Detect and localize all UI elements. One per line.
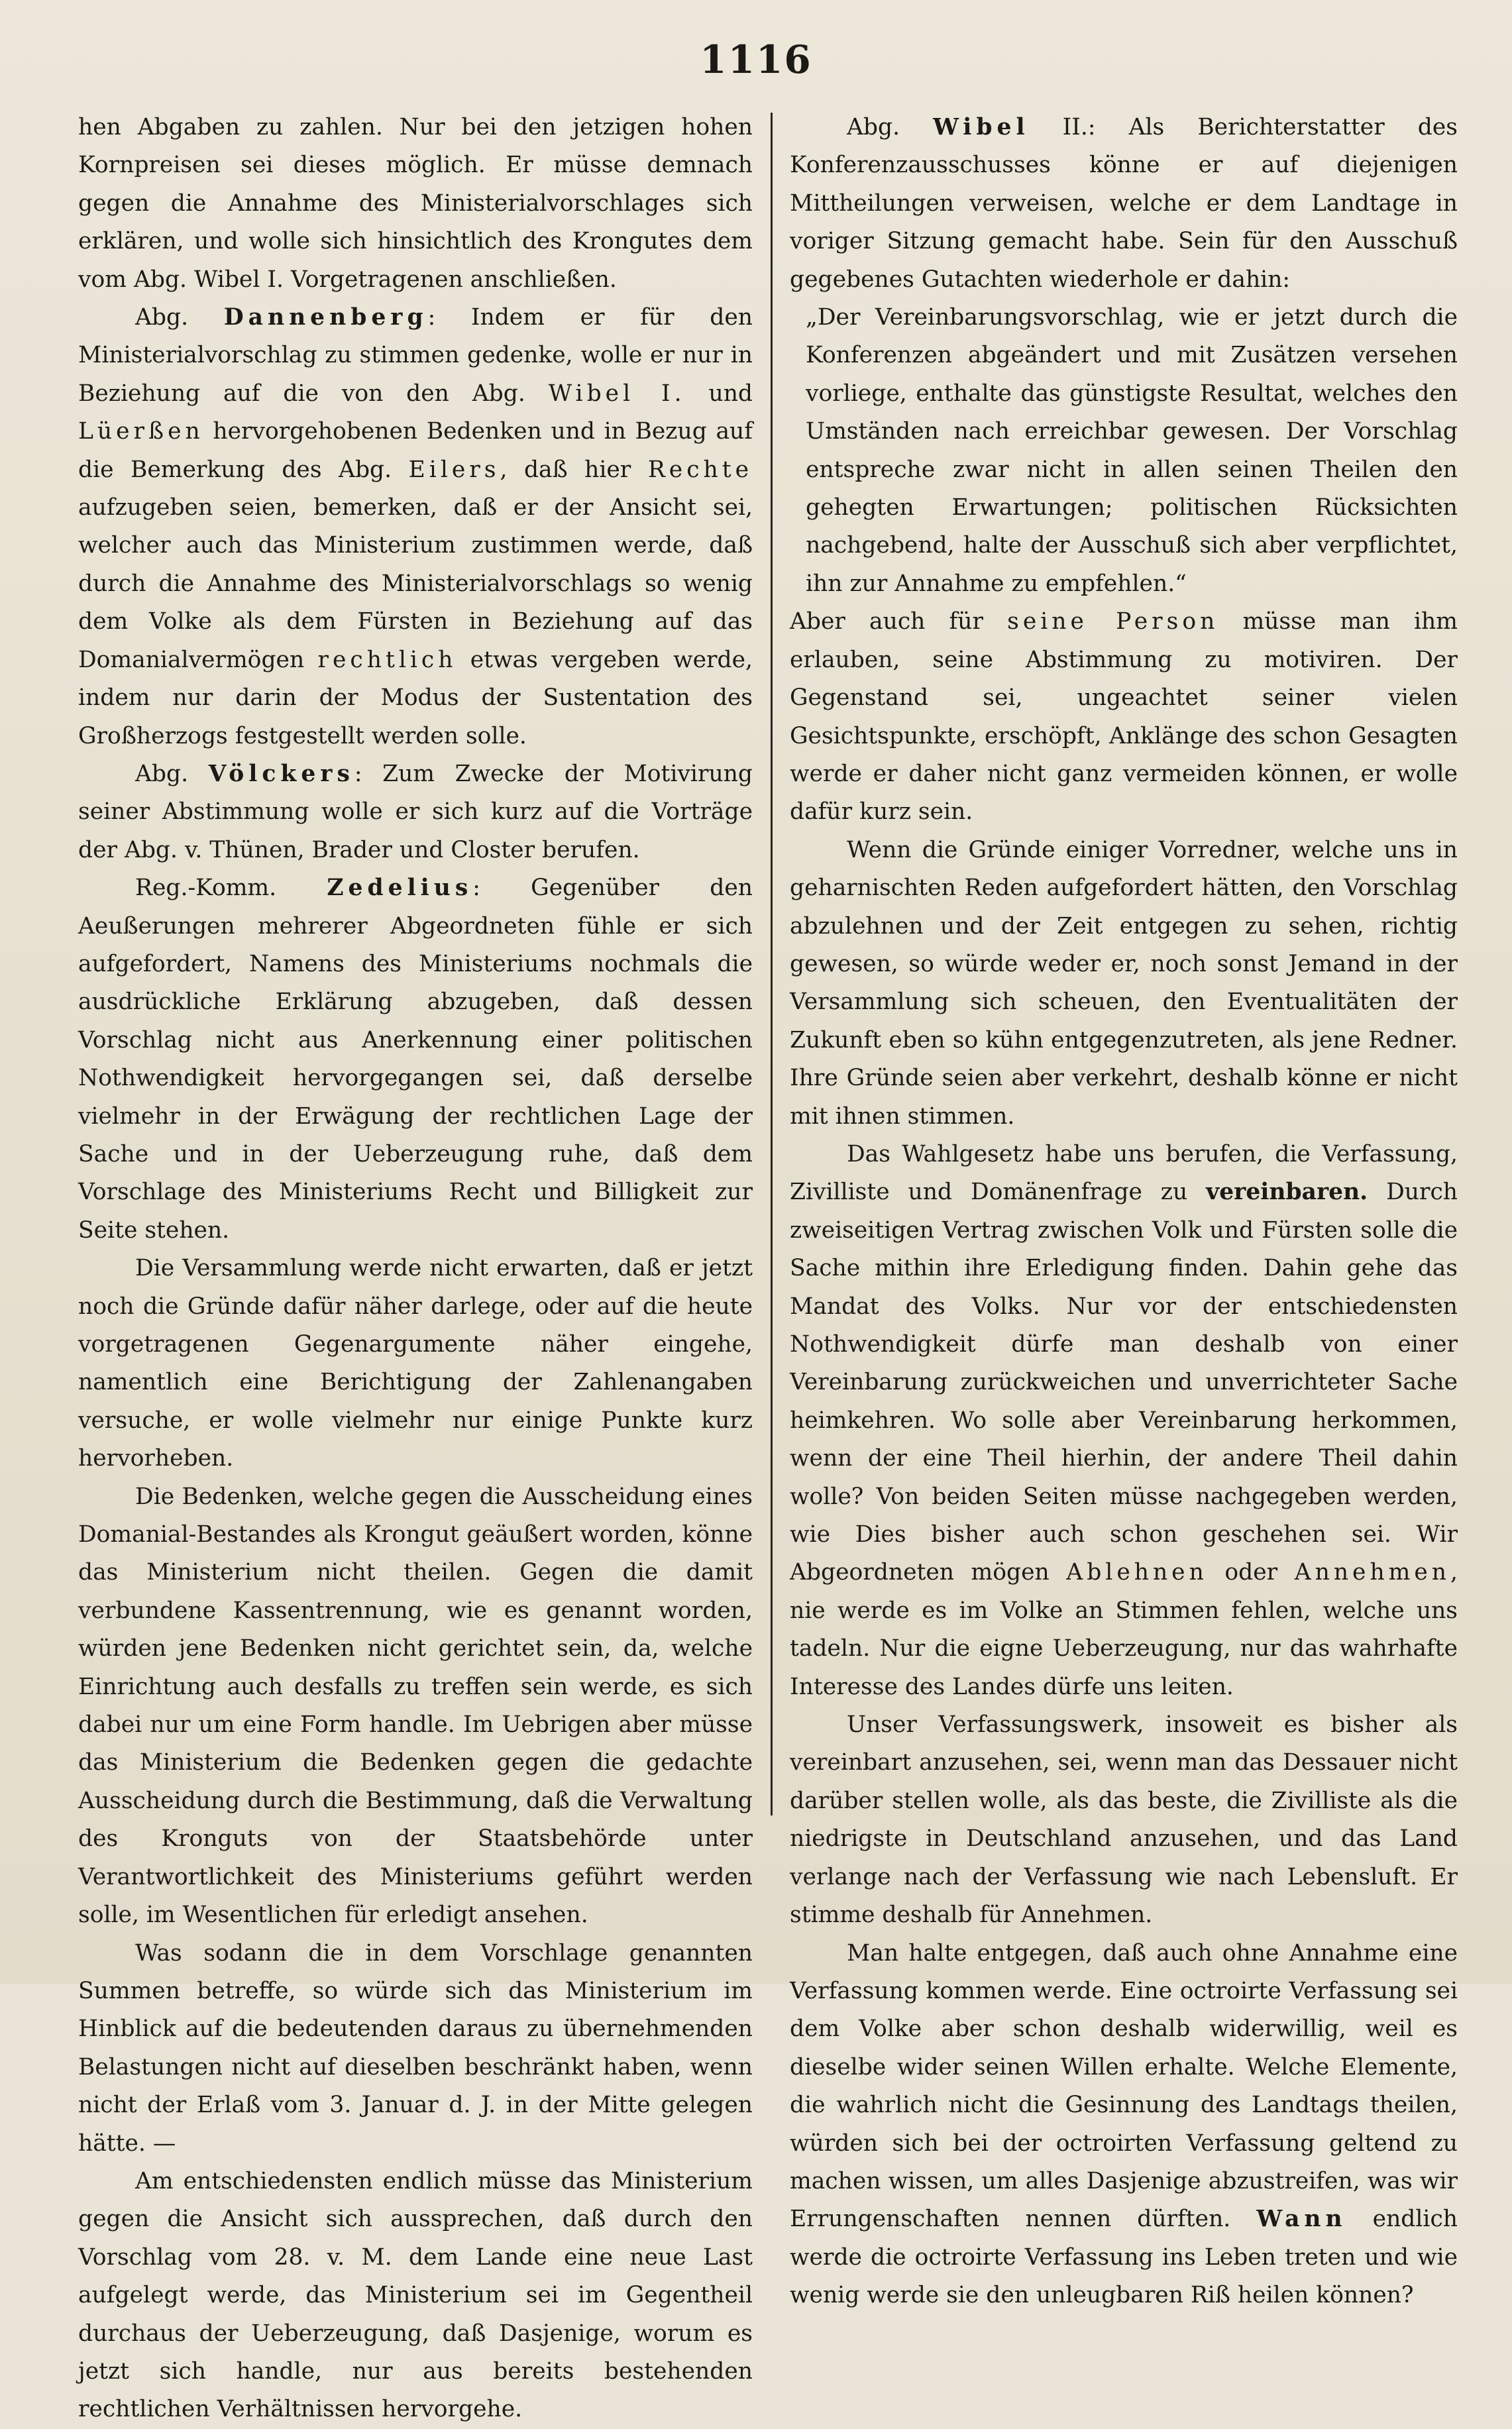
paragraph-text: , nie werde es im Volke an Stimmen fehlen, welche uns tadeln. Nur die eigne Ueberzeugung, nur das wahrhafte Interesse des Landes dürfe uns leiten.: [790, 1559, 1458, 1700]
paragraph-text: Was sodann die in dem Vorschlage genannten Summen betreffe, so würde sich das Ministerium im Hinblick auf die bedeutenden daraus zu übernehmenden Belastungen nicht auf dieselben beschränkt haben, wenn nicht der Erlaß vom 3. Januar d. J. in der Mitte gelegen hätte. —: [78, 1939, 753, 2157]
paragraph: [790, 1706, 1458, 1934]
speaker-name: Wibel: [933, 114, 1030, 140]
speaker-name: Zedelius: [327, 875, 473, 902]
page-number: 1116: [700, 37, 812, 82]
paragraph-text: und: [708, 380, 753, 407]
speaker-name: Völckers: [208, 760, 354, 787]
emphasized-word: Annehmen: [1294, 1559, 1451, 1586]
paragraph-text: müsse man ihm erlauben, seine Abstimmung zu motiviren. Der Gegenstand sei, ungeachtet seiner vielen Gesichtspunkte, erschöpft, Anklänge des schon Gesagten werde er daher nicht ganz vermeiden können, er wolle dafür kurz sein.: [790, 608, 1458, 826]
paragraph-text: : Indem er für den Ministerialvorschlag zu stimmen gedenke, wolle er nur in Beziehung auf die von den Abg.: [78, 304, 753, 407]
emphasized-word: Ablehnen: [1066, 1559, 1208, 1586]
paragraph: [78, 869, 753, 1250]
paragraph: [78, 1935, 753, 2163]
paragraph-text: II.: Als Berichterstatter des Konferenzausschusses könne er auf diejenigen Mittheilungen verweisen, welche er dem Landtage in voriger Sitzung gemacht habe. Sein für den Ausschuß gegebenes Gutachten wiederhole er dahin:: [790, 114, 1458, 293]
paragraph-text: aufzugeben seien, bemerken, daß er der Ansicht sei, welcher auch das Ministerium zustimmen werde, daß durch die Annahme des Ministerialvorschlags so wenig dem Volke als dem Fürsten in Beziehung auf das Domanialvermögen: [78, 494, 753, 673]
paragraph-text: Aber auch für: [790, 608, 983, 635]
column-divider: [771, 113, 773, 1815]
paragraph: [790, 832, 1458, 1136]
paragraph-text: Das Wahlgesetz habe uns berufen, die Verfassung, Zivilliste und Domänenfrage zu: [790, 1140, 1458, 1206]
paragraph-text: , daß hier: [500, 456, 631, 483]
right-column: [790, 109, 1458, 2315]
paragraph: [790, 1136, 1458, 1706]
speaker-prefix: Reg.-Komm.: [135, 875, 277, 902]
paragraph-text: Am entschiedensten endlich müsse das Ministerium gegen die Ansicht sich aussprechen, daß durch den Vorschlag vom 28. v. M. dem Lande eine neue Last aufgelegt werde, das Ministerium sei im Gegentheil durchaus der Ueberzeugung, daß Dasjenige, worum es jetzt sich handle, nur aus bereits bestehenden rechtlichen Verhältnissen hervorgehe.: [78, 2167, 753, 2423]
paragraph-text: Die Versammlung werde nicht erwarten, daß er jetzt noch die Gründe dafür näher darlege, oder auf die heute vorgetragenen Gegenargumente näher eingehe, namentlich eine Berichtigung der Zahlenangaben versuche, er wolle vielmehr nur einige Punkte kurz hervorheben.: [78, 1255, 753, 1472]
emphasized-word: vereinbaren.: [1206, 1179, 1368, 1206]
emphasized-word: seine Person: [1007, 608, 1219, 635]
paragraph-text: hervorgehobenen Bedenken und in Bezug auf die Bemerkung des Abg.: [78, 418, 753, 483]
paragraph: [78, 1250, 753, 1478]
paragraph: [78, 299, 753, 755]
paragraph-text: Unser Verfassungswerk, insoweit es bisher als vereinbart anzusehen, sei, wenn man das Dessauer nicht darüber stellen wolle, als das beste, die Zivilliste als die niedrigste in Deutschland anzusehen, und das Land verlange nach der Verfassung wie nach Lebensluft. Er stimme deshalb für Annehmen.: [790, 1711, 1458, 1929]
emphasized-name: Wibel I.: [548, 380, 686, 407]
paragraph-text: oder: [1224, 1559, 1278, 1586]
quoted-opinion: [790, 299, 1458, 603]
speaker-name: Dannenberg: [223, 304, 428, 331]
emphasized-word: Rechte: [647, 456, 753, 483]
paragraph: [78, 109, 753, 299]
paragraph-text: : Zum Zwecke der Motivirung seiner Abstimmung wolle er sich kurz auf die Vorträge der Abg. v. Thünen, Brader und Closter berufen.: [78, 760, 753, 863]
paragraph-text: etwas vergeben werde, indem nur darin der Modus der Sustentation des Großherzogs festgestellt werden solle.: [78, 646, 753, 749]
emphasized-word: Wann: [1256, 2206, 1347, 2233]
paragraph-text: Durch zweiseitigen Vertrag zwischen Volk und Fürsten solle die Sache mithin ihre Erledigung finden. Dahin gehe das Mandat des Volks. Nur vor der entschiedensten Nothwendigkeit dürfe man deshalb von einer Vereinbarung zurückweichen und unverrichteter Sache heimkehren. Wo solle aber Vereinbarung herkommen, wenn der eine Theil hierhin, der andere Theil dahin wolle? Von beiden Seiten müsse nachgegeben werden, wie Dies bisher auch schon geschehen sei. Wir Abgeordneten mögen: [790, 1179, 1458, 1586]
emphasized-word: rechtlich: [317, 646, 457, 673]
emphasized-name: Lüerßen: [78, 418, 204, 445]
speaker-prefix: Abg.: [847, 114, 900, 140]
paragraph-text: Die Bedenken, welche gegen die Ausscheidung eines Domanial-Bestandes als Krongut geäußert worden, könne das Ministerium nicht theilen. Gegen die damit verbundene Kassentrennung, wie es genannt worden, würden jene Bedenken nicht gerichtet sein, da, welche Einrichtung auch desfalls zu treffen sein werde, es sich dabei nur um eine Form handle. Im Uebrigen aber müsse das Ministerium die Bedenken gegen die gedachte Ausscheidung durch die Bestimmung, daß die Verwaltung des Kronguts von der Staatsbehörde unter Verantwortlichkeit des Ministeriums geführt werden solle, im Wesentlichen für erledigt ansehen.: [78, 1483, 753, 1929]
speaker-prefix: Abg.: [135, 304, 189, 331]
paragraph: [78, 755, 753, 869]
paragraph: [790, 1935, 1458, 2315]
paragraph-text: „Der Vereinbarungsvorschlag, wie er jetzt durch die Konferenzen abgeändert und mit Zusätzen versehen vorliege, enthalte das günstigste Resultat, welches den Umständen nach erreichbar gewesen. Der Vorschlag entspreche zwar nicht in allen seinen Theilen den gehegten Erwartungen; politischen Rücksichten nachgebend, halte der Ausschuß sich aber verpflichtet, ihn zur Annahme zu empfehlen.“: [806, 304, 1458, 597]
paragraph: [790, 109, 1458, 299]
paragraph: [78, 2163, 753, 2429]
paragraph-text: : Gegenüber den Aeußerungen mehrerer Abgeordneten fühle er sich aufgefordert, Namens des Ministeriums nochmals die ausdrückliche Erklärung abzugeben, daß dessen Vorschlag nicht aus Anerkennung einer politischen Nothwendigkeit hervorgegangen sei, daß derselbe vielmehr in der Erwägung der rechtlichen Lage der Sache und in der Ueberzeugung ruhe, daß dem Vorschlage des Ministeriums Recht und Billigkeit zur Seite stehen.: [78, 875, 753, 1244]
left-column: [78, 109, 753, 2429]
paragraph-text: Man halte entgegen, daß auch ohne Annahme eine Verfassung kommen werde. Eine octroirte Verfassung sei dem Volke aber schon deshalb widerwillig, weil es dieselbe wider seinen Willen erhalte. Welche Elemente, die wahrlich nicht die Gesinnung des Landtags theilen, würden sich bei der octroirten Verfassung geltend zu machen wissen, um alles Dasjenige abzustreifen, was wir Errungenschaften nennen dürften.: [790, 1939, 1458, 2233]
speaker-prefix: Abg.: [135, 760, 189, 787]
paragraph-text: hen Abgaben zu zahlen. Nur bei den jetzigen hohen Kornpreisen sei dieses möglich. Er müsse demnach gegen die Annahme des Ministerialvorschlages sich erklären, und wolle sich hinsichtlich des Krongutes dem vom Abg. Wibel I. Vorgetragenen anschließen.: [78, 114, 753, 293]
emphasized-name: Eilers: [408, 456, 500, 483]
paragraph: [790, 603, 1458, 831]
paragraph: [78, 1478, 753, 1935]
paragraph-text: endlich werde die octroirte Verfassung ins Leben treten und wie wenig werde sie den unleugbaren Riß heilen können?: [790, 2206, 1458, 2309]
paragraph-text: Wenn die Gründe einiger Vorredner, welche uns in geharnischten Reden aufgefordert hätten, den Vorschlag abzulehnen und der Zeit entgegen zu sehen, richtig gewesen, so würde weder er, noch sonst Jemand in der Versammlung sich scheuen, den Eventualitäten der Zukunft eben so kühn entgegenzutreten, als jene Redner. Ihre Gründe seien aber verkehrt, deshalb könne er nicht mit ihnen stimmen.: [790, 836, 1458, 1130]
